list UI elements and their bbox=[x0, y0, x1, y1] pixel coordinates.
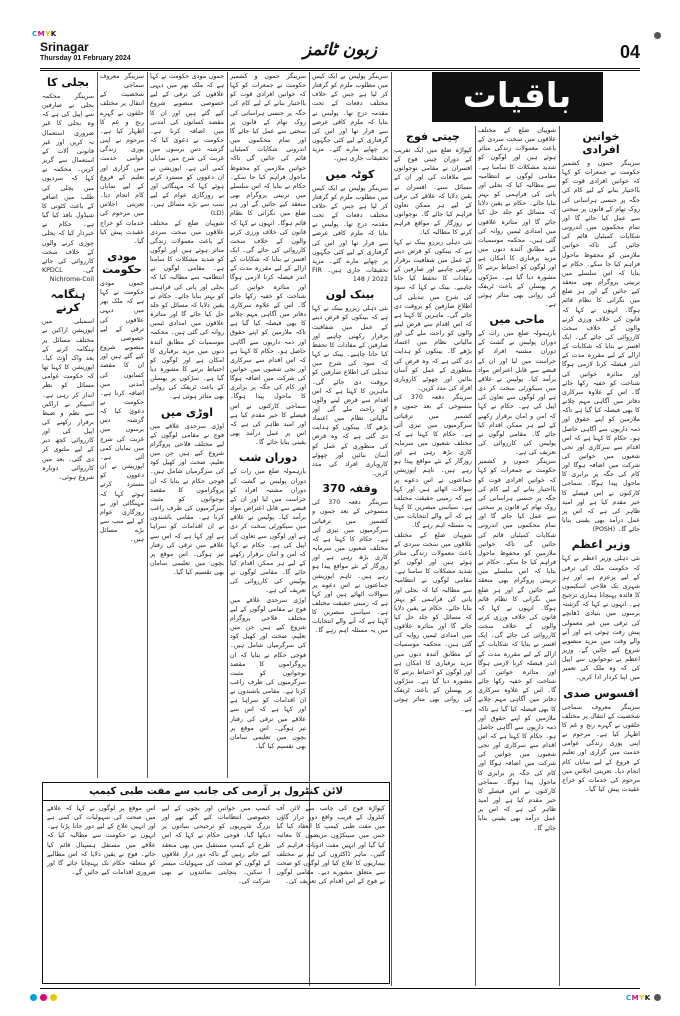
article-body: سرینگر جموں و کشمیر حکومت نے جمعرات کو کہا کہ خواتین افرادی قوت کو بااختیار بنانے کے لیے کام کی جگہ پر جنسی ہراسانی کی روک تھام کے قانون پر سختی سے عمل کیا جائے گا اور تمام محکموں میں اندرونی شکایات کمیٹیاں قائم کی جائیں گی تاکہ خواتین ملازمین کو محفوظ ماحول فراہم کیا جا سکے۔ حکام نے بتایا کہ اس سلسلے میں تربیتی پروگرام بھی منعقد کیے جائیں گے اور ہر ضلع میں نگرانی کا نظام قائم ہوگا۔ انہوں نے کہا کہ قانون کی خلاف ورزی کرنے والوں کے خلاف سخت کارروائی کی جائے گی۔ ایک افسر نے بتایا کہ شکایات کے ازالے کے لیے مقررہ مدت کے اندر فیصلہ کرنا لازمی ہوگا اور متاثرہ خواتین کی شناخت کو خفیہ رکھا جائے گا۔ اس کے علاوہ سرکاری دفاتر میں آگاہی مہم چلانے کا بھی فیصلہ کیا گیا ہے تاکہ ملازمین کو اپنے حقوق اور ذمہ داریوں سے آگاہی حاصل ہو۔ حکام کا کہنا ہے کہ اس اقدام سے سرکاری اور نجی شعبوں میں خواتین کی شرکت میں اضافہ ہوگا اور کام کی جگہ پر برابری کا ماحول پیدا ہوگا۔ سماجی کارکنوں نے اس فیصلے کا خیر مقدم کیا ہے اور امید ظاہر کی ہے کہ اس پر عمل درآمد بھی یقینی بنایا جائے گا۔ bbox=[230, 73, 306, 447]
headline-article-370: وقفہ 370 bbox=[322, 482, 378, 496]
article-body: کپواڑہ ضلع میں ایک تقریب کے دوران چیتی فوج کے افسران نے مقامی نوجوانوں سے ملاقات کی اور ان کے مسائل سنے۔ افسران نے یقین دلایا کہ علاقے کی ترقی کے لیے ہر ممکن تعاون فراہم کیا جائے گا۔ نوجوانوں نے روزگار کے مواقع فراہم کرنے کا مطالبہ کیا۔ bbox=[394, 147, 472, 237]
headline-electricity: بجلی کا bbox=[46, 76, 90, 89]
headline-chiti-army: چیتی فوج bbox=[406, 130, 460, 143]
registration-dot bbox=[654, 32, 661, 39]
issue-date: Thursday 01 February 2024 bbox=[40, 55, 131, 62]
article-body: سرینگر پولیس نے ایک کیس میں مطلوب ملزم کو گرفتار کر لیا ہے جس کے خلاف مختلف دفعات کے تحت مقدمہ درج تھا۔ پولیس نے بتایا کہ ملزم کافی عرصے سے فرار تھا اور اس کی گرفتاری کے لیے کئی جگہوں پر چھاپے مارے گئے۔ مزید تحقیقات جاری ہیں۔ bbox=[312, 73, 388, 163]
article-body: نئی دہلی ریزرو بینک نے کہا ہے کہ بینکوں کو قرض دینے کے عمل میں شفافیت برقرار رکھنی چاہیے اور صارفین کے مفادات کا تحفظ کیا جانا چاہیے۔ بینک نے کہا کہ سود کی شرح میں تبدیلی کی اطلاع صارفین کو بروقت دی جائے گی۔ ماہرین کا کہنا ہے کہ اس اقدام سے قرض لینے والوں کو راحت ملے گی اور مالیاتی نظام میں اعتماد بڑھے گا۔ بینکوں کو ہدایت دی گئی ہے کہ وہ قرض کی منظوری کے عمل کو آسان بنائیں اور چھوٹے کاروباری افراد کی مدد کریں۔ bbox=[394, 238, 472, 393]
headline-women-workforce: خواتین افرادی bbox=[582, 130, 620, 156]
article-body: سرینگر پولیس نے ایک کیس میں مطلوب ملزم کو گرفتار کر لیا ہے جس کے خلاف مختلف دفعات کے تحت مقدمہ درج تھا۔ پولیس نے بتایا کہ ملزم کافی عرصے سے فرار تھا اور اس کی گرفتاری کے لیے کئی جگہوں پر چھاپے مارے گئے۔ مزید تحقیقات جاری ہیں۔ FIR 148 / 2022 bbox=[312, 184, 388, 284]
article-body: شوپیان ضلع کے مختلف علاقوں میں سخت سردی کے باعث معمولات زندگی متاثر ہوئے ہیں اور لوگوں کو شدید مشکلات کا سامنا ہے۔ مقامی لوگوں نے انتظامیہ سے مطالبہ کیا کہ بجلی اور پانی کی فراہمی کو بہتر بنایا جائے۔ حکام نے یقین دلایا کہ مسائل کو جلد حل کیا جائے گا اور متاثرہ علاقوں میں امدادی ٹیمیں روانہ کی گئی ہیں۔ محکمہ موسمیات کے مطابق آئندہ دنوں میں مزید برفباری کا امکان ہے اور لوگوں کو احتیاط برتنے کا مشورہ دیا گیا ہے۔ سڑکوں پر پھسلن کے باعث ٹریفک کی روانی بھی متاثر ہوئی ہے۔ bbox=[478, 127, 556, 308]
column-divider bbox=[475, 126, 476, 986]
column-divider bbox=[391, 72, 392, 986]
column-3 bbox=[394, 126, 472, 988]
inline-term: KPDCL bbox=[42, 266, 63, 274]
headline-modi-government: مودی حکومت bbox=[102, 249, 142, 276]
article-body: شوپیان ضلع کے مختلف علاقوں میں سخت سردی کے باعث معمولات زندگی متاثر ہوئے ہیں اور لوگوں کو شدید مشکلات کا سامنا ہے۔ مقامی لوگوں نے انتظامیہ سے مطالبہ کیا کہ بجلی اور پانی کی فراہمی کو بہتر بنایا جائے۔ حکام نے یقین دلایا کہ مسائل کو جلد حل کیا جائے گا اور متاثرہ علاقوں میں امدادی ٹیمیں روانہ کی گئی ہیں۔ محکمہ موسمیات کے مطابق آئندہ دنوں میں مزید برفباری کا امکان ہے اور لوگوں کو احتیاط برتنے کا مشورہ دیا گیا ہے۔ سڑکوں پر پھسلن کے باعث ٹریفک کی روانی بھی متاثر ہوئی ہے۔ bbox=[394, 531, 472, 713]
headline-uproar: ہنگامہ کرنے bbox=[50, 288, 86, 315]
article-body: نئی دہلی ریزرو بینک نے کہا ہے کہ بینکوں کو قرض دینے کے عمل میں شفافیت برقرار رکھنی چاہیے اور صارفین کے مفادات کا تحفظ کیا جانا چاہیے۔ بینک نے کہا کہ سود کی شرح میں تبدیلی کی اطلاع صارفین کو بروقت دی جائے گی۔ ماہرین کا کہنا ہے کہ اس اقدام سے قرض لینے والوں کو راحت ملے گی اور مالیاتی نظام میں اعتماد بڑھے گا۔ بینکوں کو ہدایت دی گئی ہے کہ وہ قرض کی منظوری کے عمل کو آسان بنائیں اور چھوٹے کاروباری افراد کی مدد کریں۔ bbox=[312, 305, 388, 478]
registration-dot bbox=[30, 994, 37, 1001]
column-divider bbox=[559, 126, 560, 986]
boxed-story bbox=[42, 782, 390, 984]
registration-dot bbox=[40, 994, 47, 1001]
column-divider bbox=[97, 72, 98, 778]
inline-term: (POSH) bbox=[592, 526, 616, 534]
article-body: سرینگر معروف سماجی شخصیت کے انتقال پر مختلف حلقوں نے گہرے رنج و غم کا اظہار کیا ہے۔ مرحوم نے اپنی پوری زندگی عوامی خدمت میں گزاری اور تعلیم کے فروغ کے لیے نمایاں کام انجام دیا۔ تعزیتی اجلاس میں مرحوم کی خدمات کو خراج عقیدت پیش کیا گیا۔ bbox=[100, 73, 144, 245]
boxed-story-headline: لائن کنٹرول پر آرمی کی جانب سے مفت طبی کیمپ bbox=[43, 783, 389, 801]
headline-prime-minister: وزیر اعظم bbox=[571, 538, 631, 552]
article-body: سرینگر معروف سماجی شخصیت کے انتقال پر مختلف حلقوں نے گہرے رنج و غم کا اظہار کیا ہے۔ مرحوم نے اپنی پوری زندگی عوامی خدمت میں گزاری اور تعلیم کے فروغ کے لیے نمایاں کام انجام دیا۔ تعزیتی اجلاس میں مرحوم کی خدمات کو خراج عقیدت پیش کیا گیا۔ bbox=[562, 703, 640, 793]
masthead-logo: زبون ٹائمز bbox=[303, 40, 377, 60]
headline-condolence: افسوس صدی bbox=[563, 686, 639, 700]
article-body: سرینگر دفعہ 370 کی منسوخی کے بعد جموں و کشمیر میں ترقیاتی سرگرمیوں میں تیزی آئی ہے۔ حکام کا کہنا ہے کہ مختلف شعبوں میں سرمایہ کاری بڑھ رہی ہے اور روزگار کے نئے مواقع پیدا ہو رہے ہیں۔ تاہم اپوزیشن جماعتوں نے اس دعوے پر سوالات اٹھائے ہیں اور کہا ہے کہ زمینی حقیقت مختلف ہے۔ سیاسی مبصرین کا کہنا ہے کہ آنے والے انتخابات میں یہ مسئلہ اہم رہے گا۔ bbox=[312, 499, 388, 635]
boxed-story-body: کیمپ میں خواتین اور بچوں کے لیے خصوصی انتظامات کیے گئے تھے اور بزرگ شہریوں کو ترجیحی بنیادوں پر دیکھا گیا۔ فوجی حکام نے کہا کہ اس طرح کے کیمپ مستقبل میں بھی منعقد کیے جاتے رہیں گے تاکہ دور دراز علاقوں کے لوگوں کو صحت کی سہولیات میسر آ سکیں۔ پنچایتی نمائندوں نے بھی شرکت کی۔ bbox=[161, 805, 271, 886]
headline-quota: کوٹہ میں bbox=[325, 167, 375, 181]
article-body: اسمبلی میں اپوزیشن اراکین نے مختلف مسائل پر ہنگامہ کرنے کے بعد واک آؤٹ کیا۔ اپوزیشن کا کہنا تھا کہ حکومت عوامی مسائل کو نظر انداز کر رہی ہے۔ اسپیکر نے اراکین سے نظم و ضبط برقرار رکھنے کی اپیل کی اور کارروائی کچھ دیر کے لیے ملتوی کر دی گئی۔ بعد میں کارروائی دوبارہ شروع ہوئی۔ bbox=[42, 318, 94, 481]
column-6 bbox=[150, 72, 224, 778]
inline-term: FIR 148 / 2022 bbox=[312, 266, 388, 284]
article-body: اوڑی سرحدی علاقے میں فوج نے مقامی لوگوں کے لیے مختلف فلاحی پروگرام شروع کیے ہیں جن میں تعلیم، صحت اور کھیل کود کی سرگرمیاں شامل ہیں۔ فوجی حکام نے بتایا کہ ان پروگراموں کا مقصد نوجوانوں کو مثبت سرگرمیوں کی طرف راغب کرنا ہے۔ مقامی باشندوں نے ان اقدامات کو سراہا ہے اور کہا ہے کہ اس سے علاقے میں ترقی کی رفتار تیز ہوگی۔ اس موقع پر بچوں میں تعلیمی سامان بھی تقسیم کیا گیا۔ bbox=[150, 422, 224, 577]
article-body: جموں مودی حکومت نے کہا ہے کہ ملک بھر میں دیہی علاقوں کی ترقی کے لیے خصوصی منصوبے شروع کیے گئے ہیں اور ان کا مقصد کسانوں کی آمدنی میں اضافہ کرنا ہے۔ حکومت نے دعویٰ کیا کہ گزشتہ دس برسوں میں غربت کی شرح میں نمایاں کمی آئی ہے۔ اپوزیشن نے ان دعووں کو مسترد کرتے ہوئے کہا کہ مہنگائی اور بے روزگاری عوام کے لیے سب سے بڑے مسائل ہیں۔ bbox=[100, 279, 144, 544]
inline-term: Nichrome-Coil bbox=[49, 276, 94, 284]
article-body: بارہمولہ ضلع میں رات کے دوران پولیس نے گشت کے دوران مشتبہ افراد کو حراست میں لیا اور ان کے قبضے سے قابل اعتراض مواد برآمد کیا۔ پولیس نے علاقے میں سیکورٹی سخت کر دی ہے اور لوگوں سے تعاون کی اپیل کی ہے۔ حکام نے کہا کہ امن و امان برقرار رکھنے کے لیے ہر ممکن اقدام کیا جائے گا۔ مقامی لوگوں نے پولیس کی کارروائی کی تعریف کی ہے۔ bbox=[230, 468, 306, 595]
boxed-story-body: کپواڑہ فوج کی جانب سے لائن آف کنٹرول کے قریب واقع دور دراز گاؤں میں مفت طبی کیمپ کا انعقاد کیا گیا جس میں سینکڑوں مریضوں کا معائنہ کیا گیا اور انہیں مفت ادویات فراہم کی گئیں۔ ماہر ڈاکٹروں کی ٹیم نے مختلف بیماریوں کا علاج کیا اور لوگوں کو صحت سے متعلق مشورے دیے۔ مقامی لوگوں نے فوج کے اس اقدام کی تعریف کی۔ bbox=[276, 805, 385, 886]
page-header bbox=[40, 40, 640, 70]
article-body: جموں مودی حکومت نے کہا ہے کہ ملک بھر میں دیہی علاقوں کی ترقی کے لیے خصوصی منصوبے شروع کیے گئے ہیں اور ان کا مقصد کسانوں کی آمدنی میں اضافہ کرنا ہے۔ حکومت نے دعویٰ کیا کہ گزشتہ دس برسوں میں غربت کی شرح میں نمایاں کمی آئی ہے۔ اپوزیشن نے ان دعووں کو مسترد کرتے ہوئے کہا کہ مہنگائی اور بے روزگاری عوام کے لیے سب سے بڑے مسائل ہیں۔ (LD) bbox=[150, 73, 224, 218]
footer-rule bbox=[40, 988, 640, 989]
banner-side-frame bbox=[602, 72, 641, 122]
cmyk-mark-top: CMYK bbox=[32, 30, 57, 38]
header-rule bbox=[40, 68, 640, 71]
article-body: شوپیان ضلع کے مختلف علاقوں میں سخت سردی کے باعث معمولات زندگی متاثر ہوئے ہیں اور لوگوں کو شدید مشکلات کا سامنا ہے۔ مقامی لوگوں نے انتظامیہ سے مطالبہ کیا کہ بجلی اور پانی کی فراہمی کو بہتر بنایا جائے۔ حکام نے یقین دلایا کہ مسائل کو جلد حل کیا جائے گا اور متاثرہ علاقوں میں امدادی ٹیمیں روانہ کی گئی ہیں۔ محکمہ موسمیات کے مطابق آئندہ دنوں میں مزید برفباری کا امکان ہے اور لوگوں کو احتیاط برتنے کا مشورہ دیا گیا ہے۔ سڑکوں پر پھسلن کے باعث ٹریفک کی روانی بھی متاثر ہوئی ہے۔ bbox=[150, 219, 224, 401]
boxed-story-body: اس موقع پر لوگوں نے کہا کہ علاقے میں صحت کی سہولیات کی کمی ہے اور انہیں علاج کے لیے دور جانا پڑتا ہے۔ انہوں نے حکومت سے مطالبہ کیا کہ علاقے میں مستقل ہسپتال قائم کیا جائے۔ فوج نے یقین دلایا کہ اس مطالبے کو متعلقہ حکام تک پہنچایا جائے گا اور ضروری اقدامات کیے جائیں گے۔ bbox=[46, 805, 156, 877]
section-banner: باقیات bbox=[432, 72, 602, 122]
page-number: 04 bbox=[619, 42, 640, 62]
headline-mahi: ماحی میں bbox=[489, 313, 545, 327]
cmyk-mark-bottom: CMYK bbox=[626, 994, 651, 1002]
article-body: سرینگر جموں و کشمیر حکومت نے جمعرات کو کہا کہ خواتین افرادی قوت کو بااختیار بنانے کے لیے کام کی جگہ پر جنسی ہراسانی کی روک تھام کے قانون پر سختی سے عمل کیا جائے گا اور تمام محکموں میں اندرونی شکایات کمیٹیاں قائم کی جائیں گی تاکہ خواتین ملازمین کو محفوظ ماحول فراہم کیا جا سکے۔ حکام نے بتایا کہ اس سلسلے میں تربیتی پروگرام بھی منعقد کیے جائیں گے اور ہر ضلع میں نگرانی کا نظام قائم ہوگا۔ انہوں نے کہا کہ قانون کی خلاف ورزی کرنے والوں کے خلاف سخت کارروائی کی جائے گی۔ ایک افسر نے بتایا کہ شکایات کے ازالے کے لیے مقررہ مدت کے اندر فیصلہ کرنا لازمی ہوگا اور متاثرہ خواتین کی شناخت کو خفیہ رکھا جائے گا۔ اس کے علاوہ سرکاری دفاتر میں آگاہی مہم چلانے کا بھی فیصلہ کیا گیا ہے تاکہ ملازمین کو اپنے حقوق اور ذمہ داریوں سے آگاہی حاصل ہو۔ حکام کا کہنا ہے کہ اس اقدام سے سرکاری اور نجی شعبوں میں خواتین کی شرکت میں اضافہ ہوگا اور کام کی جگہ پر برابری کا ماحول پیدا ہوگا۔ سماجی کارکنوں نے اس فیصلے کا خیر مقدم کیا ہے اور امید ظاہر کی ہے کہ اس پر عمل درآمد بھی یقینی بنایا جائے گا۔ bbox=[478, 458, 556, 832]
column-divider bbox=[147, 72, 148, 778]
headline-uri: اوڑی میں bbox=[160, 405, 214, 419]
article-body: سرینگر محکمہ بجلی نے صارفین سے اپیل کی ہے کہ وہ بجلی کا غیر ضروری استعمال نہ کریں اور غیر قانونی آلات کے استعمال سے گریز کریں۔ محکمہ نے کہا کہ سردیوں میں بجلی کی طلب میں اضافے کے باعث کٹوتی کا شیڈول نافذ کیا گیا ہے۔ حکام نے خبردار کیا کہ بجلی چوری کرنے والوں کے خلاف سخت کارروائی کی جائے گی۔ KPDCL Nichrome-Coil bbox=[42, 93, 94, 284]
registration-dot bbox=[50, 994, 57, 1001]
column-1 bbox=[562, 126, 640, 988]
city-name: Srinagar bbox=[40, 40, 89, 54]
column-divider bbox=[227, 72, 228, 778]
column-2 bbox=[478, 126, 556, 988]
headline-overnight: دوران شب bbox=[238, 451, 298, 465]
registration-dot bbox=[654, 994, 661, 1001]
article-body: بارہمولہ ضلع میں رات کے دوران پولیس نے گشت کے دوران مشتبہ افراد کو حراست میں لیا اور ان کے قبضے سے قابل اعتراض مواد برآمد کیا۔ پولیس نے علاقے میں سیکورٹی سخت کر دی ہے اور لوگوں سے تعاون کی اپیل کی ہے۔ حکام نے کہا کہ امن و امان برقرار رکھنے کے لیے ہر ممکن اقدام کیا جائے گا۔ مقامی لوگوں نے پولیس کی کارروائی کی تعریف کی ہے۔ bbox=[478, 330, 556, 457]
headline-bank-loan: بینک لون bbox=[325, 288, 375, 302]
column-8 bbox=[42, 72, 94, 778]
article-body: نئی دہلی وزیر اعظم نے کہا کہ حکومت ملک کی ترقی کے لیے پرعزم ہے اور ہر شہری تک فلاحی اسکیموں کا فائدہ پہنچانا ہماری ترجیح ہے۔ انہوں نے کہا کہ گزشتہ برسوں میں بنیادی ڈھانچے کی ترقی میں غیر معمولی پیش رفت ہوئی ہے اور آنے والے وقت میں مزید منصوبے شروع کیے جائیں گے۔ وزیر اعظم نے نوجوانوں سے اپیل کی کہ وہ ملک کی تعمیر میں اپنا کردار ادا کریں۔ bbox=[562, 555, 640, 682]
article-body: سرینگر جموں و کشمیر حکومت نے جمعرات کو کہا کہ خواتین افرادی قوت کو بااختیار بنانے کے لیے کام کی جگہ پر جنسی ہراسانی کی روک تھام کے قانون پر سختی سے عمل کیا جائے گا اور تمام محکموں میں اندرونی شکایات کمیٹیاں قائم کی جائیں گی تاکہ خواتین ملازمین کو محفوظ ماحول فراہم کیا جا سکے۔ حکام نے بتایا کہ اس سلسلے میں تربیتی پروگرام بھی منعقد کیے جائیں گے اور ہر ضلع میں نگرانی کا نظام قائم ہوگا۔ انہوں نے کہا کہ قانون کی خلاف ورزی کرنے والوں کے خلاف سخت کارروائی کی جائے گی۔ ایک افسر نے بتایا کہ شکایات کے ازالے کے لیے مقررہ مدت کے اندر فیصلہ کرنا لازمی ہوگا اور متاثرہ خواتین کی شناخت کو خفیہ رکھا جائے گا۔ اس کے علاوہ سرکاری دفاتر میں آگاہی مہم چلانے کا بھی فیصلہ کیا گیا ہے تاکہ ملازمین کو اپنے حقوق اور ذمہ داریوں سے آگاہی حاصل ہو۔ حکام کا کہنا ہے کہ اس اقدام سے سرکاری اور نجی شعبوں میں خواتین کی شرکت میں اضافہ ہوگا اور کام کی جگہ پر برابری کا ماحول پیدا ہوگا۔ سماجی کارکنوں نے اس فیصلے کا خیر مقدم کیا ہے اور امید ظاہر کی ہے کہ اس پر عمل درآمد بھی یقینی بنایا جائے گا۔ (POSH) bbox=[562, 160, 640, 534]
column-7 bbox=[100, 72, 144, 778]
article-body: اوڑی سرحدی علاقے میں فوج نے مقامی لوگوں کے لیے مختلف فلاحی پروگرام شروع کیے ہیں جن میں تعلیم، صحت اور کھیل کود کی سرگرمیاں شامل ہیں۔ فوجی حکام نے بتایا کہ ان پروگراموں کا مقصد نوجوانوں کو مثبت سرگرمیوں کی طرف راغب کرنا ہے۔ مقامی باشندوں نے ان اقدامات کو سراہا ہے اور کہا ہے کہ اس سے علاقے میں ترقی کی رفتار تیز ہوگی۔ اس موقع پر بچوں میں تعلیمی سامان بھی تقسیم کیا گیا۔ bbox=[230, 596, 306, 751]
article-body: سرینگر دفعہ 370 کی منسوخی کے بعد جموں و کشمیر میں ترقیاتی سرگرمیوں میں تیزی آئی ہے۔ حکام کا کہنا ہے کہ مختلف شعبوں میں سرمایہ کاری بڑھ رہی ہے اور روزگار کے نئے مواقع پیدا ہو رہے ہیں۔ تاہم اپوزیشن جماعتوں نے اس دعوے پر سوالات اٹھائے ہیں اور کہا ہے کہ زمینی حقیقت مختلف ہے۔ سیاسی مبصرین کا کہنا ہے کہ آنے والے انتخابات میں یہ مسئلہ اہم رہے گا۔ bbox=[394, 394, 472, 530]
inline-term: (LD) bbox=[210, 210, 224, 218]
